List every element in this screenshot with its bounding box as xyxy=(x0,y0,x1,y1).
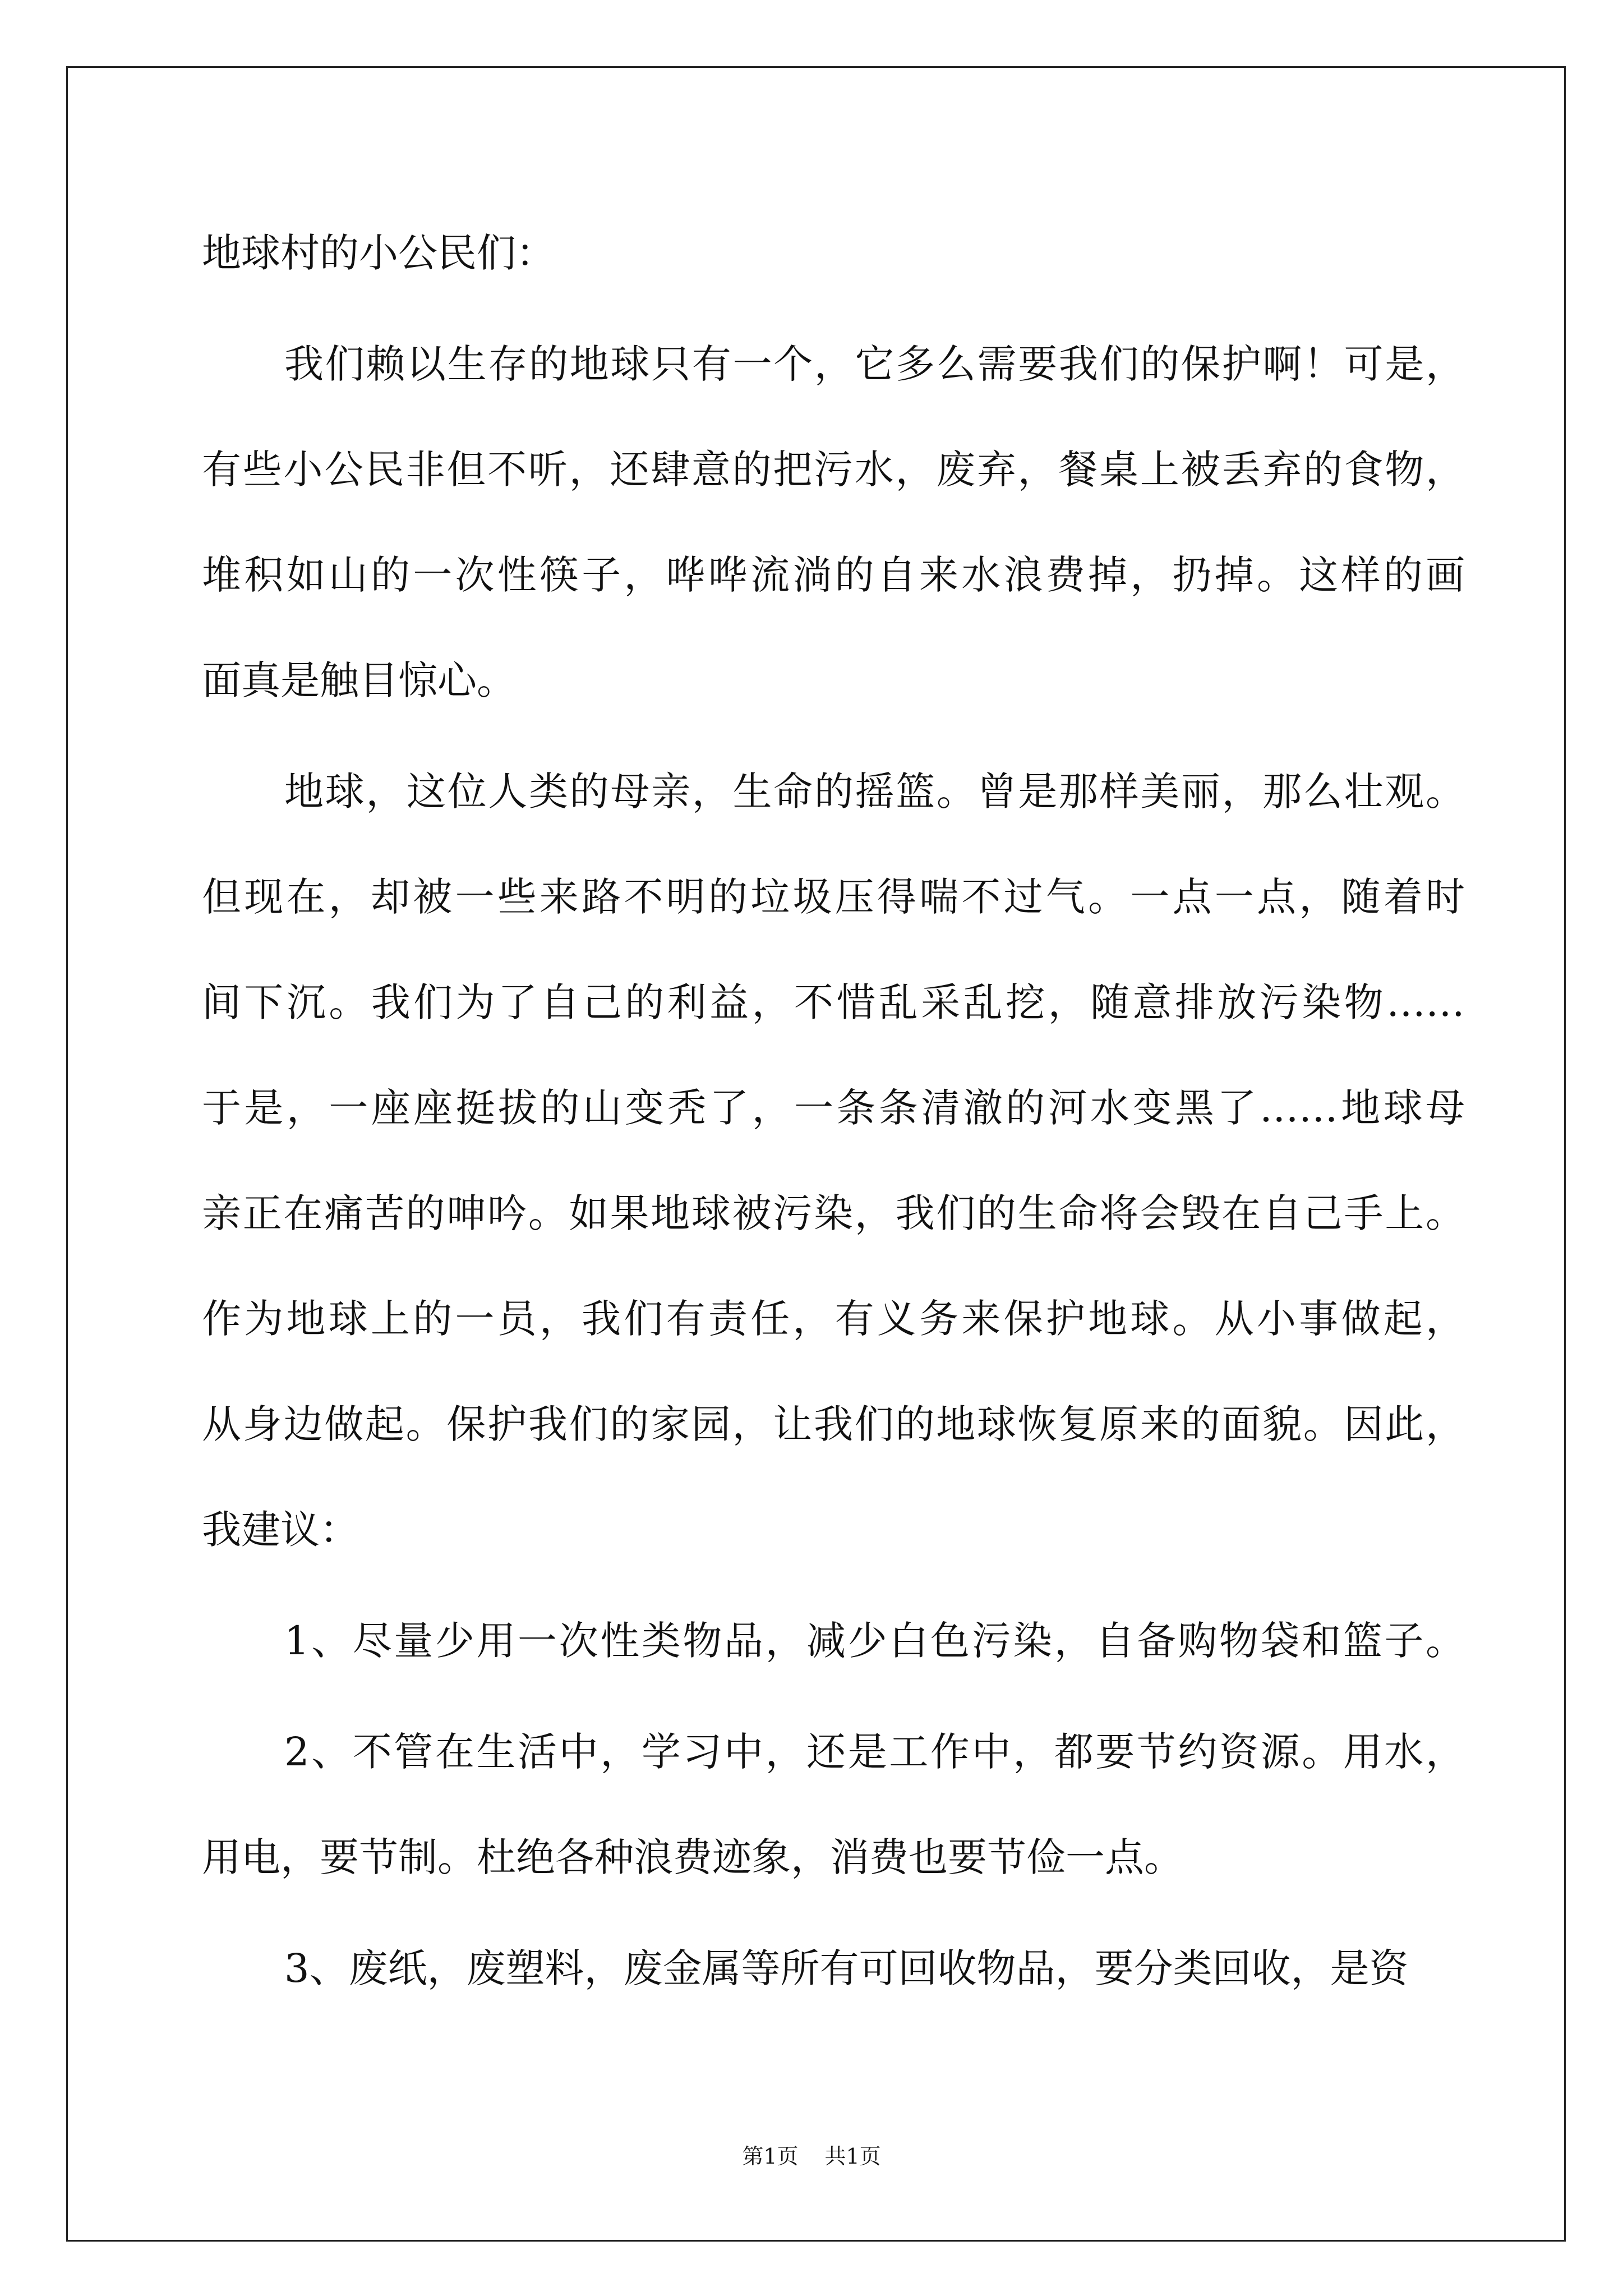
suggestion-1 xyxy=(202,1588,1465,1694)
text-line: 间下沉。我们为了自己的利益，不惜乱采乱挖，随意排放污染物…… xyxy=(202,979,1465,1025)
letter-body xyxy=(202,200,1465,2027)
paragraph-1 xyxy=(202,311,1465,733)
text-line: 堆积如山的一次性筷子，哗哗流淌的自来水浪费掉，扔掉。这样的画 xyxy=(202,552,1465,598)
suggestion-3 xyxy=(202,1916,1465,2021)
salutation: 地球村的小公民们： xyxy=(202,230,555,276)
text-line: 1、尽量少用一次性类物品，减少白色污染，自备购物袋和篮子。 xyxy=(284,1618,1465,1664)
suggestion-2 xyxy=(202,1699,1465,1910)
text-line: 2、不管在生活中，学习中，还是工作中，都要节约资源。用水， xyxy=(284,1729,1465,1775)
text-line: 地球，这位人类的母亲，生命的摇篮。曾是那样美丽，那么壮观。 xyxy=(284,769,1465,815)
paragraph-2 xyxy=(202,739,1465,1582)
text-line: 面真是触目惊心。 xyxy=(202,657,516,703)
text-line: 作为地球上的一员，我们有责任，有义务来保护地球。从小事做起， xyxy=(202,1296,1465,1342)
text-line: 3、废纸，废塑料，废金属等所有可回收物品，要分类回收，是资 xyxy=(284,1945,1409,1991)
page-total: 共1页 xyxy=(824,2144,881,2169)
text-line: 用电，要节制。杜绝各种浪费迹象，消费也要节俭一点。 xyxy=(202,1834,1183,1880)
text-line: 有些小公民非但不听，还肆意的把污水，废弃，餐桌上被丢弃的食物， xyxy=(202,447,1465,493)
salutation-paragraph xyxy=(202,200,1465,306)
text-line: 从身边做起。保护我们的家园，让我们的地球恢复原来的面貌。因此， xyxy=(202,1401,1465,1447)
text-line: 于是，一座座挺拔的山变秃了，一条条清澈的河水变黑了……地球母 xyxy=(202,1085,1465,1131)
text-line: 亲正在痛苦的呻吟。如果地球被污染，我们的生命将会毁在自己手上。 xyxy=(202,1190,1465,1236)
page-footer xyxy=(0,2143,1623,2170)
page-number: 第1页 xyxy=(742,2144,799,2169)
text-line: 我们赖以生存的地球只有一个，它多么需要我们的保护啊！可是， xyxy=(284,341,1465,387)
text-line: 我建议： xyxy=(202,1507,359,1553)
text-line: 但现在，却被一些来路不明的垃圾压得喘不过气。一点一点，随着时 xyxy=(202,874,1465,920)
